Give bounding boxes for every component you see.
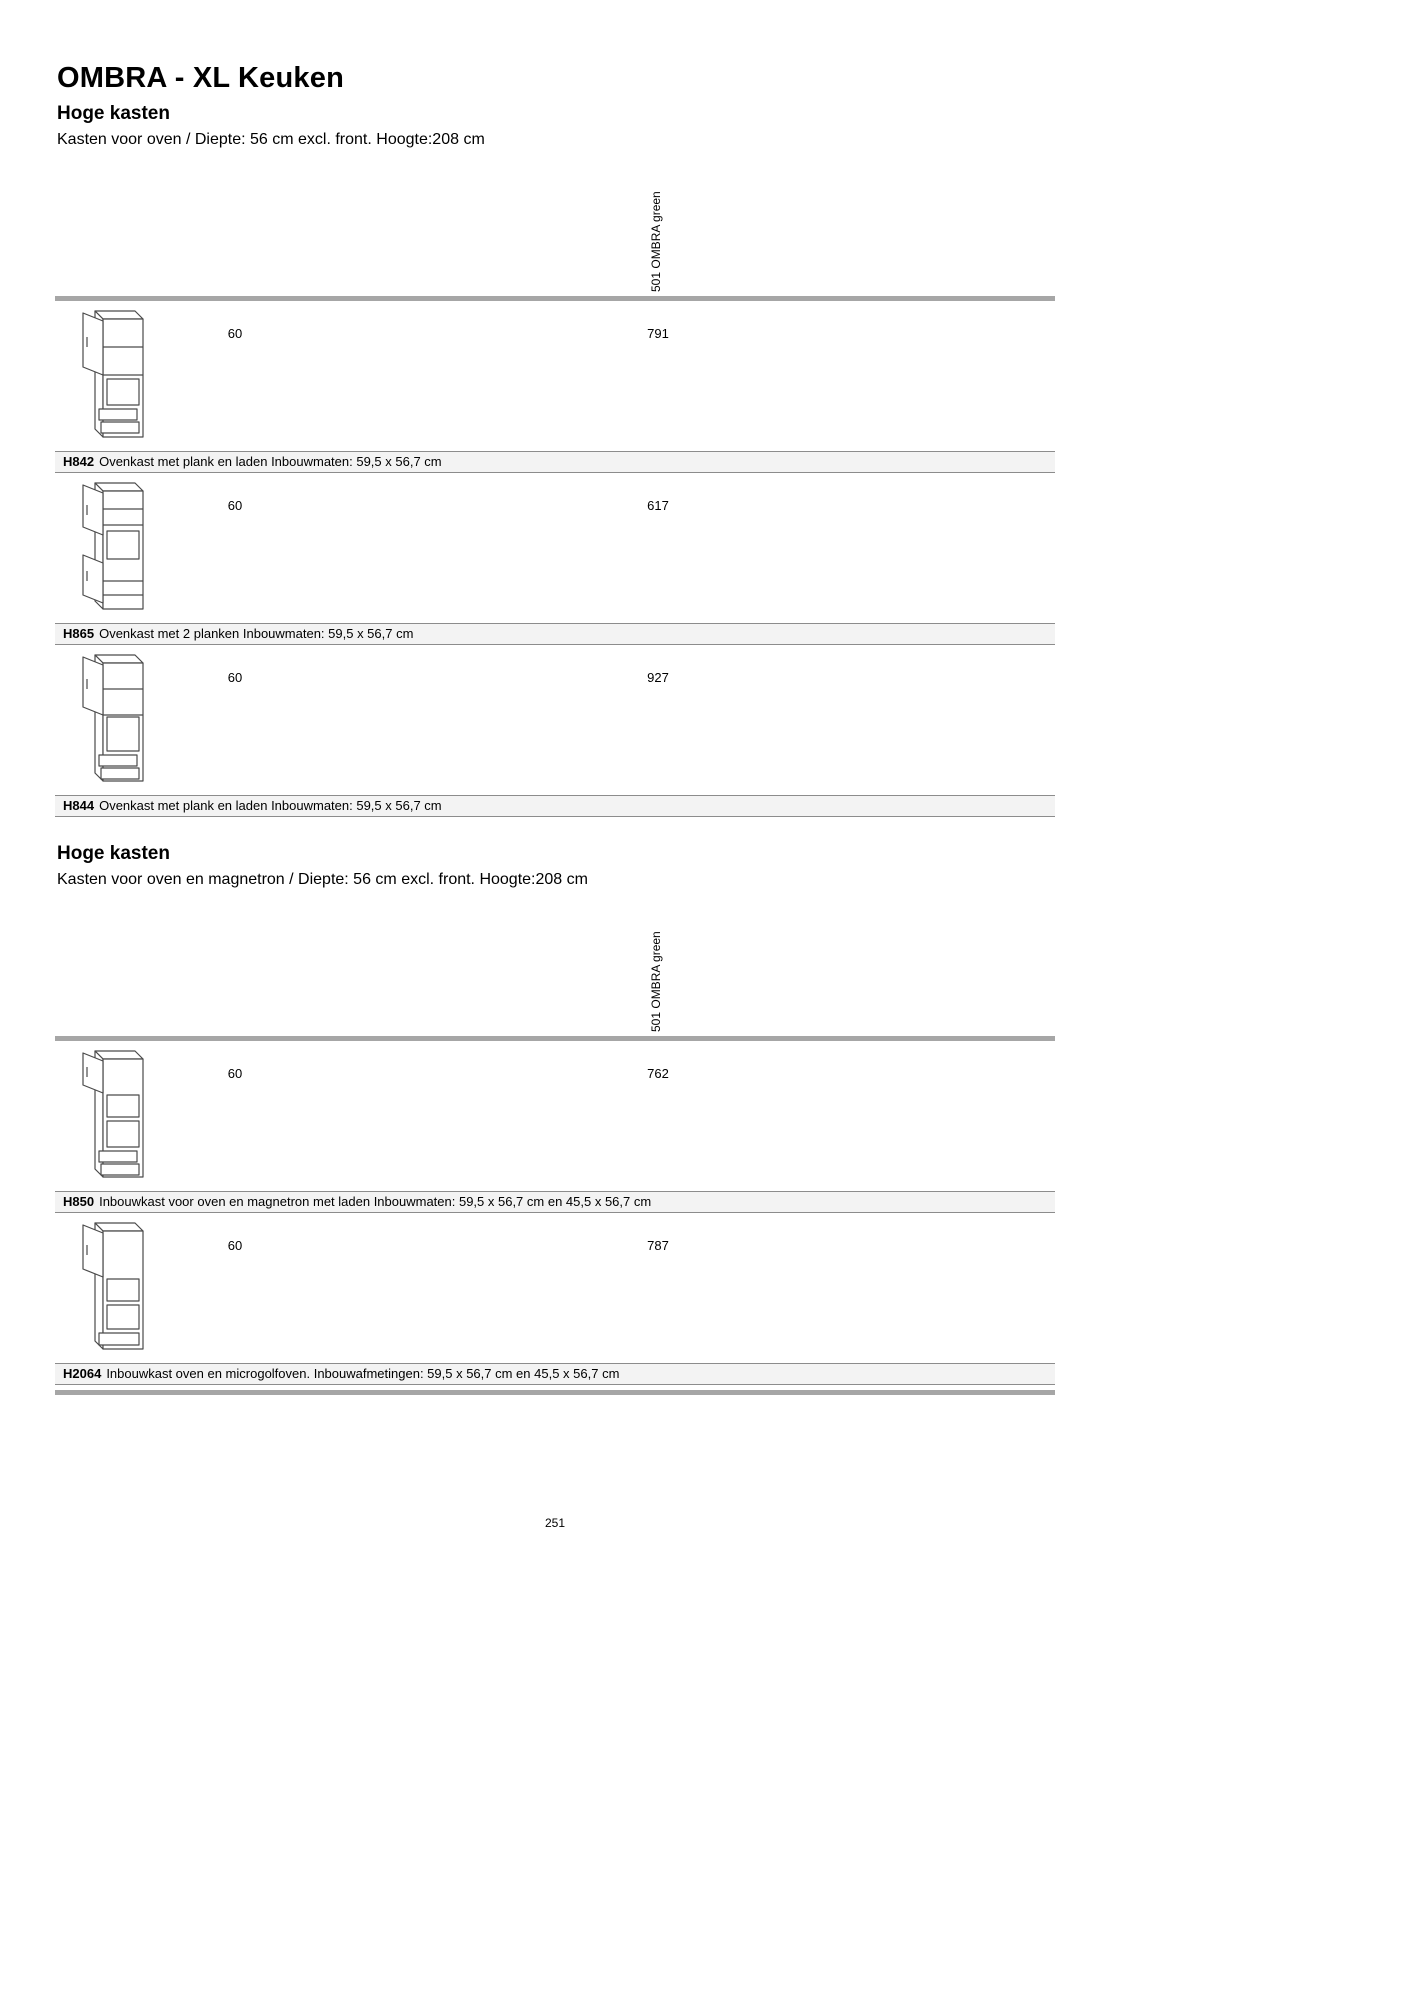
color-column-header: 501 OMBRA green	[649, 931, 663, 1032]
product-code: H2064	[63, 1366, 102, 1381]
width-value: 60	[227, 326, 243, 341]
cabinet-line-drawing	[73, 1217, 173, 1357]
product-description: Ovenkast met plank en laden Inbouwmaten: 59,5 x 56,7 cm	[99, 454, 442, 469]
price-value: 927	[647, 670, 669, 685]
width-value: 60	[227, 1238, 243, 1253]
product-code: H842	[63, 454, 95, 469]
product-caption	[55, 623, 1055, 645]
page-number: 251	[544, 1516, 566, 1530]
product-caption	[55, 1363, 1055, 1385]
cabinet-line-drawing	[73, 305, 173, 445]
section-1-heading: Hoge kasten	[57, 103, 170, 124]
price-value: 762	[647, 1066, 669, 1081]
section-2-heading: Hoge kasten	[57, 843, 170, 864]
product-table-1	[55, 296, 1055, 817]
color-column-header: 501 OMBRA green	[649, 191, 663, 292]
width-value: 60	[227, 498, 243, 513]
page-title: OMBRA - XL Keuken	[57, 62, 344, 94]
product-code: H865	[63, 626, 95, 641]
product-caption	[55, 451, 1055, 473]
product-code: H844	[63, 798, 95, 813]
width-value: 60	[227, 670, 243, 685]
product-description: Ovenkast met plank en laden Inbouwmaten: 59,5 x 56,7 cm	[99, 798, 442, 813]
cabinet-line-drawing	[73, 649, 173, 789]
product-caption	[55, 1191, 1055, 1213]
product-table-2	[55, 1036, 1055, 1395]
cabinet-line-drawing	[73, 477, 173, 617]
width-value: 60	[227, 1066, 243, 1081]
product-description: Ovenkast met 2 planken Inbouwmaten: 59,5 x 56,7 cm	[99, 626, 414, 641]
product-row	[55, 645, 1055, 795]
product-row	[55, 301, 1055, 451]
cabinet-line-drawing	[73, 1045, 173, 1185]
price-value: 791	[647, 326, 669, 341]
product-row	[55, 1213, 1055, 1363]
product-description: Inbouwkast oven en microgolfoven. Inbouwafmetingen: 59,5 x 56,7 cm en 45,5 x 56,7 cm	[106, 1366, 620, 1381]
product-row	[55, 1041, 1055, 1191]
product-caption	[55, 795, 1055, 817]
table-footer-bar	[55, 1390, 1055, 1395]
price-value: 787	[647, 1238, 669, 1253]
product-description: Inbouwkast voor oven en magnetron met laden Inbouwmaten: 59,5 x 56,7 cm en 45,5 x 56,7 cm	[99, 1194, 652, 1209]
section-2-subheading: Kasten voor oven en magnetron / Diepte: 56 cm excl. front. Hoogte:208 cm	[57, 871, 588, 888]
price-value: 617	[647, 498, 669, 513]
section-1-subheading: Kasten voor oven / Diepte: 56 cm excl. front. Hoogte:208 cm	[57, 131, 485, 148]
product-code: H850	[63, 1194, 95, 1209]
product-row	[55, 473, 1055, 623]
